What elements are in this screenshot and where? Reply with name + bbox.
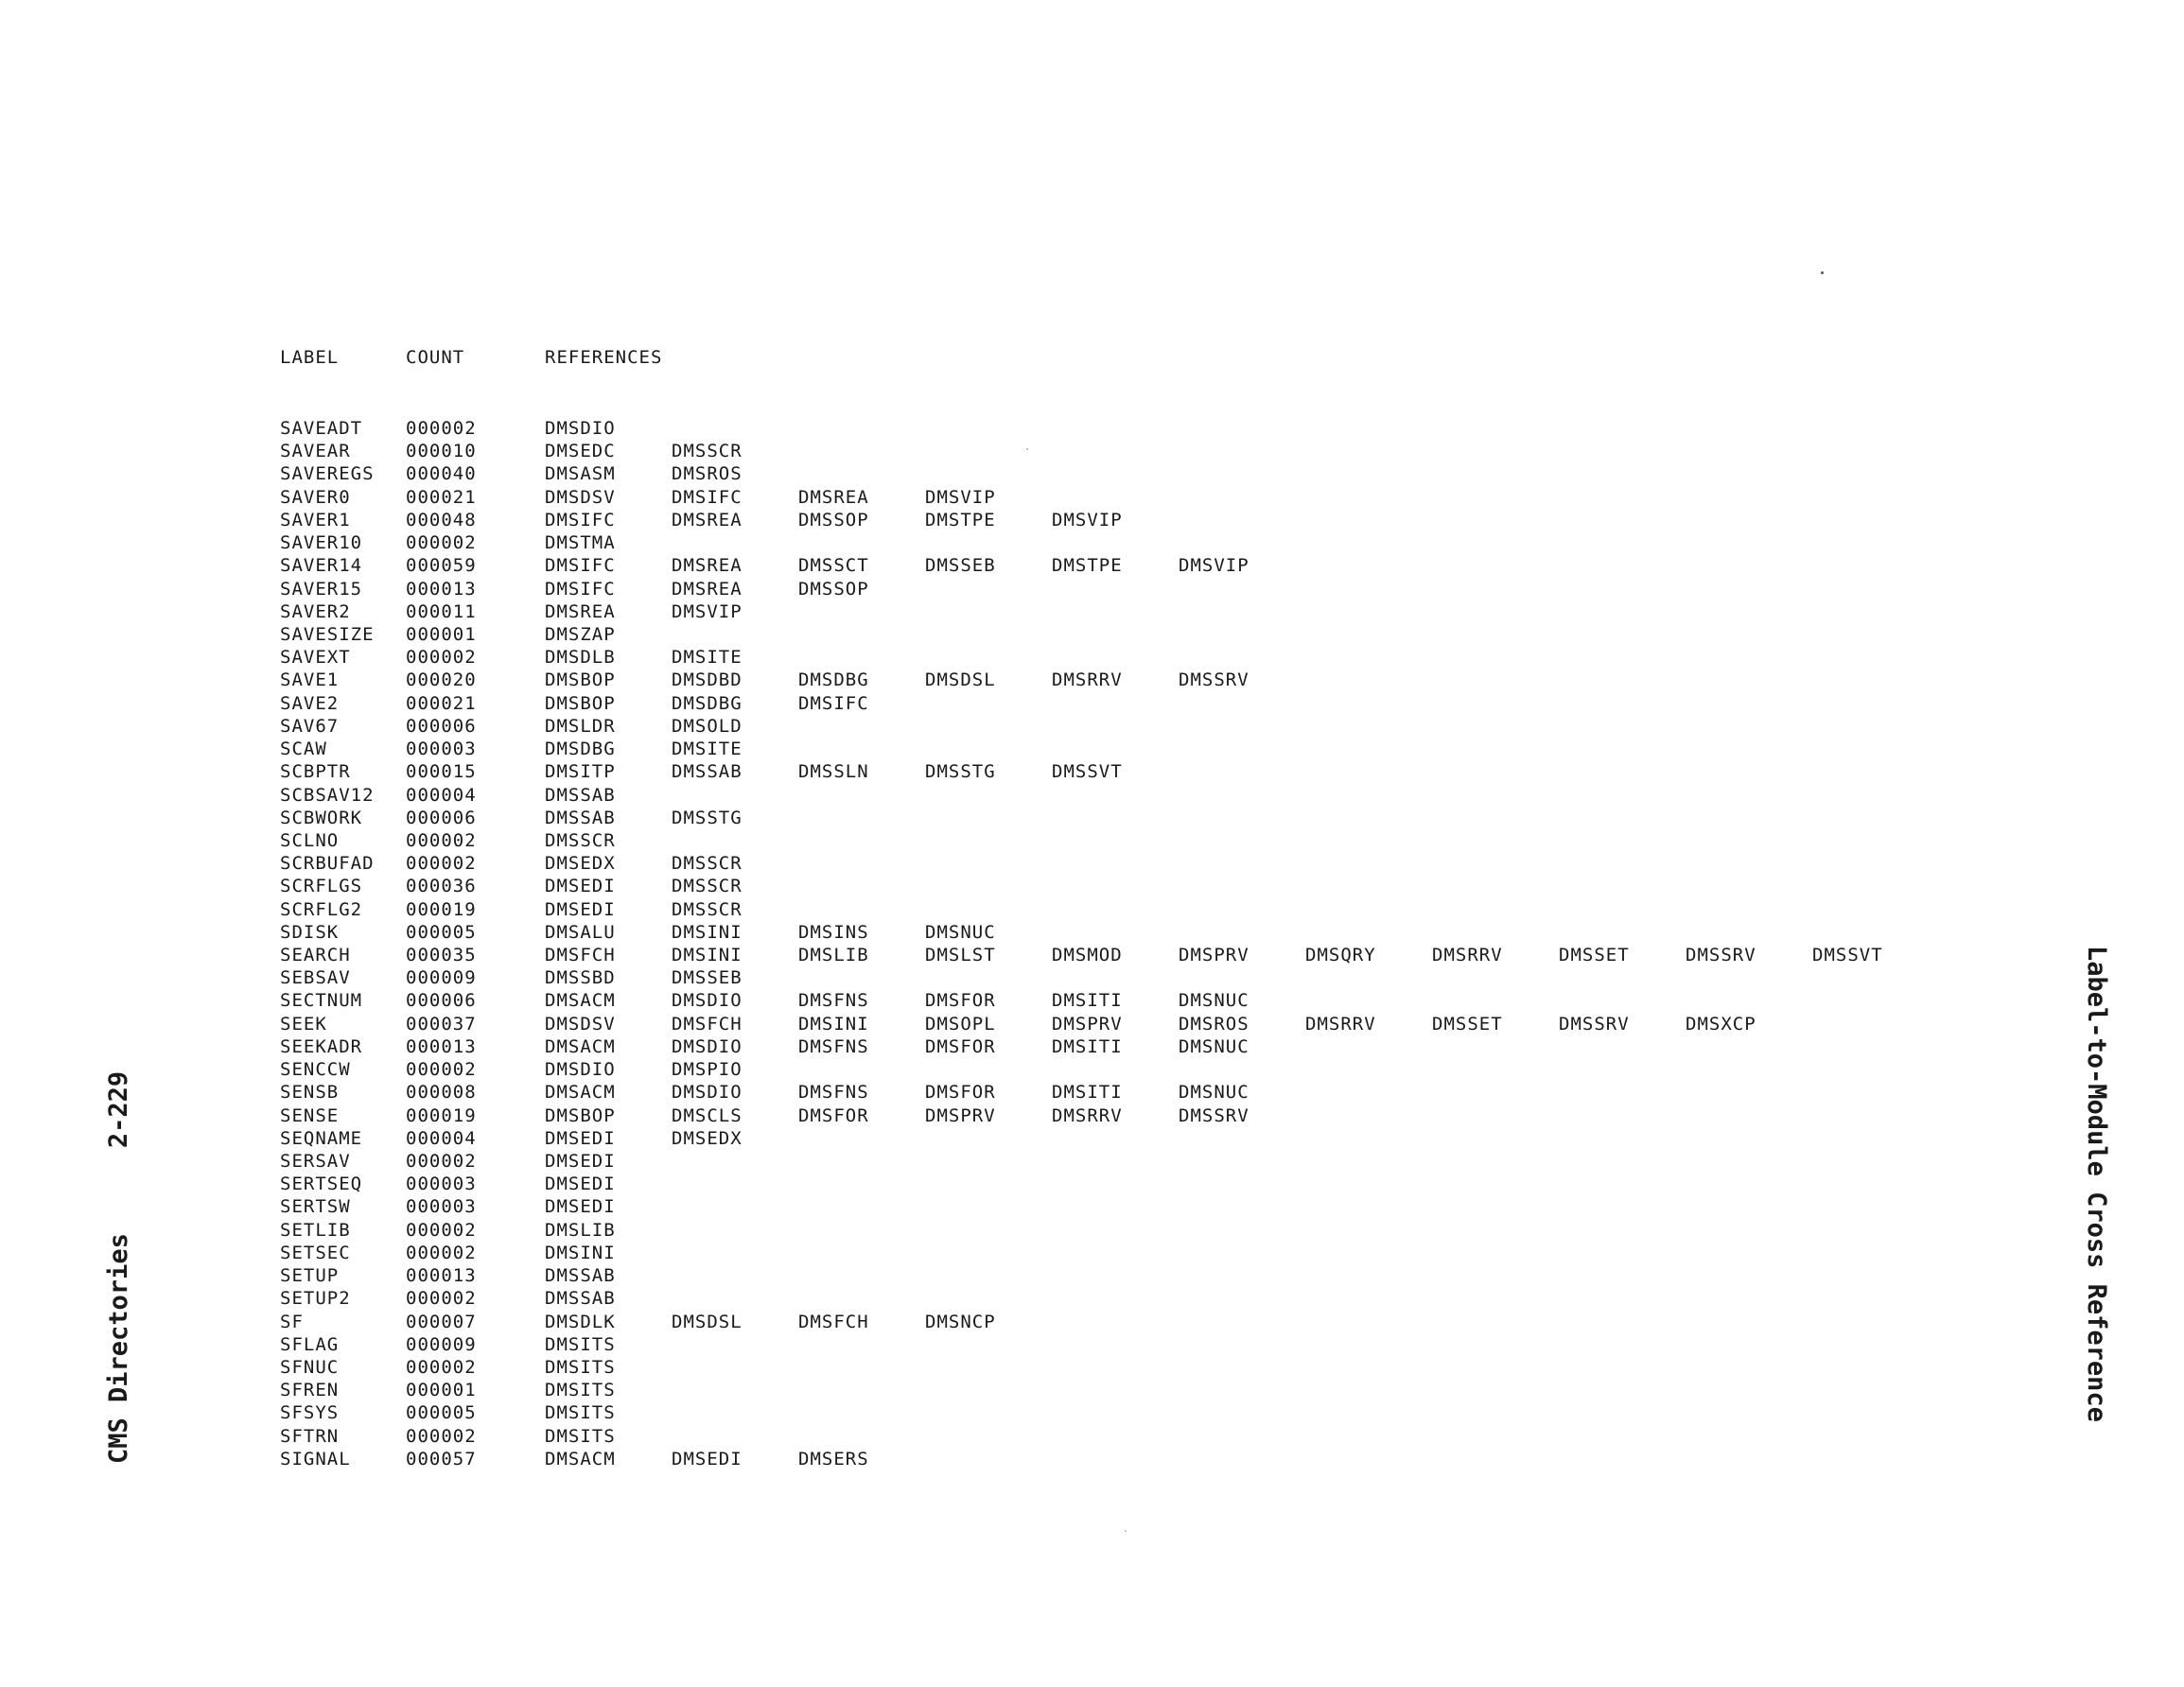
- row-reference: DMSDSL: [672, 1311, 743, 1332]
- row-count: 000002: [406, 532, 477, 554]
- row-reference: DMSNCP: [925, 1311, 996, 1332]
- row-label: SAVEXT: [280, 647, 351, 669]
- row-label: SCRFLG2: [280, 898, 363, 920]
- row-reference: DMSZAP: [545, 623, 616, 645]
- row-label: SENSE: [280, 1104, 340, 1126]
- row-count: 000013: [406, 1035, 477, 1057]
- row-label: SAVER1: [280, 509, 351, 530]
- row-count: 000006: [406, 715, 477, 737]
- row-reference: DMSSTG: [925, 761, 996, 783]
- row-reference: DMSSOP: [798, 509, 869, 530]
- row-reference: DMSALU: [545, 921, 616, 943]
- row-label: SAVEADT: [280, 418, 363, 439]
- row-label: SCBSAV12: [280, 784, 375, 806]
- running-header-right: [2083, 946, 2111, 1475]
- row-count: 000004: [406, 1127, 477, 1149]
- row-reference: DMSIFC: [798, 692, 869, 714]
- row-reference: DMSACM: [545, 1448, 616, 1470]
- row-reference: DMSSCR: [672, 853, 743, 875]
- row-reference: DMSFOR: [925, 1082, 996, 1104]
- row-label: SAVESIZE: [280, 623, 375, 645]
- row-label: SENCCW: [280, 1059, 351, 1081]
- row-reference: DMSSBD: [545, 967, 616, 989]
- row-label: SAVER10: [280, 532, 363, 554]
- row-reference: DMSFOR: [798, 1104, 869, 1126]
- row-label: SFNUC: [280, 1356, 340, 1378]
- row-count: 000059: [406, 555, 477, 577]
- row-label: SFLAG: [280, 1333, 340, 1355]
- row-reference: DMSPIO: [672, 1059, 743, 1081]
- row-count: 000008: [406, 1082, 477, 1104]
- row-count: 000002: [406, 853, 477, 875]
- row-reference: DMSPRV: [1179, 945, 1249, 966]
- row-label: SCRBUFAD: [280, 853, 375, 875]
- row-count: 000009: [406, 967, 477, 989]
- row-reference: DMSQRY: [1305, 945, 1376, 966]
- row-reference: DMSIFC: [545, 555, 616, 577]
- row-reference: DMSVIP: [672, 600, 743, 622]
- row-label: SEARCH: [280, 945, 351, 966]
- row-count: 000015: [406, 761, 477, 783]
- row-reference: DMSTPE: [1052, 555, 1123, 577]
- row-reference: DMSTMA: [545, 532, 616, 554]
- row-count: 000011: [406, 600, 477, 622]
- row-reference: DMSITP: [545, 761, 616, 783]
- row-reference: DMSCLS: [672, 1104, 743, 1126]
- row-reference: DMSSCR: [672, 876, 743, 897]
- row-reference: DMSBOP: [545, 670, 616, 691]
- row-reference: DMSACM: [545, 1082, 616, 1104]
- row-label: SERTSW: [280, 1196, 351, 1218]
- row-reference: DMSEDC: [545, 441, 616, 462]
- row-reference: DMSSVT: [1052, 761, 1123, 783]
- row-reference: DMSEDI: [672, 1448, 743, 1470]
- row-reference: DMSINI: [672, 921, 743, 943]
- row-reference: DMSSRV: [1559, 1013, 1630, 1035]
- row-reference: DMSOLD: [672, 715, 743, 737]
- row-reference: DMSITI: [1052, 1082, 1123, 1104]
- row-label: SETUP: [280, 1265, 340, 1287]
- row-reference: DMSITE: [672, 647, 743, 669]
- row-reference: DMSPRV: [925, 1104, 996, 1126]
- row-label: SCAW: [280, 739, 327, 760]
- row-count: 000013: [406, 578, 477, 600]
- row-reference: DMSLDR: [545, 715, 616, 737]
- row-count: 000006: [406, 990, 477, 1012]
- row-count: 000002: [406, 1059, 477, 1081]
- row-reference: DMSFOR: [925, 990, 996, 1012]
- row-count: 000021: [406, 486, 477, 508]
- row-reference: DMSFNS: [798, 1082, 869, 1104]
- header-label: LABEL: [280, 347, 340, 368]
- row-reference: DMSLIB: [798, 945, 869, 966]
- row-reference: DMSDIO: [672, 990, 743, 1012]
- row-reference: DMSEDI: [545, 898, 616, 920]
- row-count: 000002: [406, 1356, 477, 1378]
- row-reference: DMSRRV: [1305, 1013, 1376, 1035]
- row-label: SCBWORK: [280, 807, 363, 828]
- row-reference: DMSSTG: [672, 807, 743, 828]
- row-reference: DMSBOP: [545, 1104, 616, 1126]
- row-reference: DMSINS: [798, 921, 869, 943]
- row-count: 000037: [406, 1013, 477, 1035]
- row-reference: DMSSLN: [798, 761, 869, 783]
- row-reference: DMSDSL: [925, 670, 996, 691]
- row-reference: DMSITI: [1052, 990, 1123, 1012]
- row-reference: DMSFCH: [798, 1311, 869, 1332]
- row-count: 000002: [406, 418, 477, 439]
- row-reference: DMSSAB: [545, 784, 616, 806]
- row-label: SEQNAME: [280, 1127, 363, 1149]
- row-reference: DMSFNS: [798, 990, 869, 1012]
- row-reference: DMSRRV: [1052, 1104, 1123, 1126]
- row-count: 000020: [406, 670, 477, 691]
- row-reference: DMSVIP: [925, 486, 996, 508]
- row-reference: DMSXCP: [1686, 1013, 1756, 1035]
- row-count: 000035: [406, 945, 477, 966]
- row-reference: DMSNUC: [1179, 1082, 1249, 1104]
- row-reference: DMSREA: [672, 578, 743, 600]
- row-reference: DMSNUC: [1179, 1035, 1249, 1057]
- row-count: 000057: [406, 1448, 477, 1470]
- row-label: SAV67: [280, 715, 340, 737]
- row-reference: DMSEDI: [545, 876, 616, 897]
- section-title: CMS Directories: [104, 1233, 133, 1464]
- row-reference: DMSSEB: [672, 967, 743, 989]
- row-label: SERSAV: [280, 1151, 351, 1172]
- row-reference: DMSFNS: [798, 1035, 869, 1057]
- row-count: 000005: [406, 1402, 477, 1424]
- row-reference: DMSSRV: [1179, 670, 1249, 691]
- row-reference: DMSREA: [672, 555, 743, 577]
- row-reference: DMSDLB: [545, 647, 616, 669]
- row-label: SCBPTR: [280, 761, 351, 783]
- row-reference: DMSOPL: [925, 1013, 996, 1035]
- row-reference: DMSSAB: [545, 807, 616, 828]
- row-reference: DMSRRV: [1432, 945, 1503, 966]
- row-reference: DMSVIP: [1179, 555, 1249, 577]
- row-count: 000013: [406, 1265, 477, 1287]
- row-count: 000002: [406, 829, 477, 851]
- row-reference: DMSPRV: [1052, 1013, 1123, 1035]
- scan-speck: [1026, 448, 1028, 450]
- row-reference: DMSSET: [1559, 945, 1630, 966]
- row-reference: DMSINI: [798, 1013, 869, 1035]
- row-reference: DMSINI: [672, 945, 743, 966]
- row-count: 000001: [406, 623, 477, 645]
- row-count: 000002: [406, 1219, 477, 1241]
- row-reference: DMSSCR: [545, 829, 616, 851]
- row-label: SENSB: [280, 1082, 340, 1104]
- row-label: SF: [280, 1311, 304, 1332]
- row-count: 000009: [406, 1333, 477, 1355]
- row-label: SCRFLGS: [280, 876, 363, 897]
- row-reference: DMSSET: [1432, 1013, 1503, 1035]
- page-number: 2-229: [104, 1070, 133, 1149]
- row-label: SETLIB: [280, 1219, 351, 1241]
- row-reference: DMSIFC: [545, 578, 616, 600]
- row-count: 000004: [406, 784, 477, 806]
- row-reference: DMSSAB: [545, 1288, 616, 1310]
- row-reference: DMSSAB: [672, 761, 743, 783]
- row-count: 000003: [406, 1174, 477, 1195]
- row-label: SCLNO: [280, 829, 340, 851]
- row-count: 000002: [406, 1242, 477, 1263]
- row-label: SEEK: [280, 1013, 327, 1035]
- row-label: SAVE1: [280, 670, 340, 691]
- row-reference: DMSBOP: [545, 692, 616, 714]
- row-label: SECTNUM: [280, 990, 363, 1012]
- row-count: 000002: [406, 1425, 477, 1447]
- row-count: 000007: [406, 1311, 477, 1332]
- row-count: 000001: [406, 1380, 477, 1401]
- row-reference: DMSREA: [672, 509, 743, 530]
- running-footer-left: [104, 1067, 132, 1464]
- row-count: 000006: [406, 807, 477, 828]
- row-label: SDISK: [280, 921, 340, 943]
- row-count: 000003: [406, 739, 477, 760]
- row-reference: DMSITS: [545, 1380, 616, 1401]
- row-reference: DMSSRV: [1179, 1104, 1249, 1126]
- header-references: REFERENCES: [545, 347, 663, 368]
- row-reference: DMSSRV: [1686, 945, 1756, 966]
- row-reference: DMSDBG: [545, 739, 616, 760]
- row-count: 000040: [406, 463, 477, 485]
- row-label: SEEKADR: [280, 1035, 363, 1057]
- row-reference: DMSREA: [798, 486, 869, 508]
- row-reference: DMSSOP: [798, 578, 869, 600]
- row-reference: DMSITI: [1052, 1035, 1123, 1057]
- row-reference: DMSSAB: [545, 1265, 616, 1287]
- row-reference: DMSITS: [545, 1333, 616, 1355]
- row-reference: DMSNUC: [925, 921, 996, 943]
- row-reference: DMSDIO: [672, 1035, 743, 1057]
- row-reference: DMSROS: [1179, 1013, 1249, 1035]
- row-label: SAVER0: [280, 486, 351, 508]
- row-reference: DMSRRV: [1052, 670, 1123, 691]
- row-reference: DMSFCH: [545, 945, 616, 966]
- row-reference: DMSIFC: [672, 486, 743, 508]
- row-reference: DMSITS: [545, 1402, 616, 1424]
- row-reference: DMSREA: [545, 600, 616, 622]
- row-reference: DMSACM: [545, 1035, 616, 1057]
- row-label: SAVEREGS: [280, 463, 375, 485]
- row-reference: DMSDLK: [545, 1311, 616, 1332]
- row-reference: DMSDIO: [545, 418, 616, 439]
- row-label: SFREN: [280, 1380, 340, 1401]
- row-reference: DMSLST: [925, 945, 996, 966]
- row-reference: DMSDSV: [545, 486, 616, 508]
- row-count: 000019: [406, 1104, 477, 1126]
- row-reference: DMSSVT: [1812, 945, 1883, 966]
- row-reference: DMSEDI: [545, 1151, 616, 1172]
- row-label: SAVE2: [280, 692, 340, 714]
- row-reference: DMSACM: [545, 990, 616, 1012]
- row-reference: DMSERS: [798, 1448, 869, 1470]
- row-label: SAVER2: [280, 600, 351, 622]
- row-label: SFTRN: [280, 1425, 340, 1447]
- row-reference: DMSSCT: [798, 555, 869, 577]
- row-reference: DMSEDX: [672, 1127, 743, 1149]
- row-reference: DMSDIO: [672, 1082, 743, 1104]
- row-reference: DMSSCR: [672, 441, 743, 462]
- row-label: SETSEC: [280, 1242, 351, 1263]
- row-reference: DMSEDX: [545, 853, 616, 875]
- row-label: SAVER14: [280, 555, 363, 577]
- row-reference: DMSIFC: [545, 509, 616, 530]
- row-count: 000010: [406, 441, 477, 462]
- row-reference: DMSDSV: [545, 1013, 616, 1035]
- row-reference: DMSTPE: [925, 509, 996, 530]
- row-reference: DMSVIP: [1052, 509, 1123, 530]
- row-count: 000048: [406, 509, 477, 530]
- row-reference: DMSFOR: [925, 1035, 996, 1057]
- row-reference: DMSINI: [545, 1242, 616, 1263]
- row-label: SETUP2: [280, 1288, 351, 1310]
- row-label: SAVEAR: [280, 441, 351, 462]
- scan-speck: [1821, 271, 1824, 274]
- row-count: 000002: [406, 1288, 477, 1310]
- row-count: 000019: [406, 898, 477, 920]
- row-reference: DMSLIB: [545, 1219, 616, 1241]
- header-count: COUNT: [406, 347, 465, 368]
- row-reference: DMSDBG: [798, 670, 869, 691]
- row-label: SAVER15: [280, 578, 363, 600]
- row-reference: DMSDBD: [672, 670, 743, 691]
- row-reference: DMSROS: [672, 463, 743, 485]
- row-label: SEBSAV: [280, 967, 351, 989]
- row-reference: DMSITS: [545, 1425, 616, 1447]
- row-reference: DMSASM: [545, 463, 616, 485]
- row-reference: DMSDBG: [672, 692, 743, 714]
- row-count: 000005: [406, 921, 477, 943]
- row-count: 000021: [406, 692, 477, 714]
- row-reference: DMSITE: [672, 739, 743, 760]
- row-reference: DMSEDI: [545, 1127, 616, 1149]
- scan-speck: [1125, 1530, 1127, 1532]
- row-label: SERTSEQ: [280, 1174, 363, 1195]
- row-count: 000002: [406, 647, 477, 669]
- document-title: Label-to-Module Cross Reference: [2082, 946, 2111, 1422]
- row-reference: DMSSCR: [672, 898, 743, 920]
- row-label: SFSYS: [280, 1402, 340, 1424]
- row-count: 000002: [406, 1151, 477, 1172]
- row-count: 000036: [406, 876, 477, 897]
- row-count: 000003: [406, 1196, 477, 1218]
- row-reference: DMSEDI: [545, 1196, 616, 1218]
- row-reference: DMSSEB: [925, 555, 996, 577]
- row-reference: DMSITS: [545, 1356, 616, 1378]
- row-reference: DMSMOD: [1052, 945, 1123, 966]
- row-reference: DMSNUC: [1179, 990, 1249, 1012]
- row-reference: DMSEDI: [545, 1174, 616, 1195]
- row-reference: DMSDIO: [545, 1059, 616, 1081]
- row-reference: DMSFCH: [672, 1013, 743, 1035]
- row-label: SIGNAL: [280, 1448, 351, 1470]
